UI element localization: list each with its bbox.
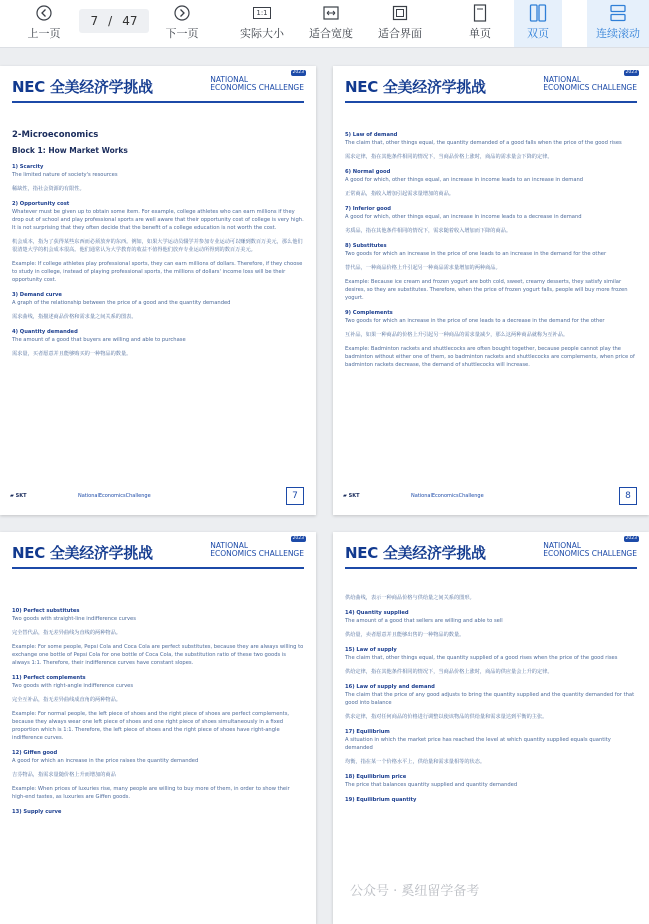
document-page-8 — [333, 66, 649, 515]
block-title: Block 1: How Market Works — [12, 146, 128, 155]
term-example: Example: For normal people, the left piece of shoes and the right piece of shoes are perfect complements, because they always wear one left piece of shoes and one right piece of shoes simultaneously in a fixed proportion which is 1:1. Therefore, the left piece of shoes and the right piece of shoes have right-angle indifference curves. — [12, 711, 290, 741]
header-rule — [345, 101, 637, 103]
double-page-icon — [528, 3, 548, 23]
term-title: 12) Giffen good — [12, 750, 58, 756]
continued-translation: 供给曲线，表示一种商品价格与供给量之间关系的图形。 — [345, 595, 475, 601]
header-rule — [12, 567, 304, 569]
continuous-scroll-button[interactable] — [587, 0, 649, 47]
term-definition: The price that balances quantity supplied and quantity demanded — [345, 782, 518, 788]
document-page-10 — [333, 532, 649, 924]
term-definition: Two goods with straight-line indifference curves — [12, 616, 136, 622]
term-definition: A situation in which the market price has reached the level at which quantity supplied equals quantity demanded — [345, 737, 611, 751]
page-header — [345, 70, 637, 104]
chevron-left-icon — [34, 3, 54, 23]
skt-text: SKT — [348, 493, 360, 499]
term-definition: The limited nature of society's resources — [12, 172, 118, 178]
document-page-7 — [0, 66, 316, 515]
section-title: 2-Microeconomics — [12, 130, 99, 140]
term-title: 1) Scarcity — [12, 164, 44, 170]
term-translation: 稀缺性，指社会资源的有限性。 — [12, 186, 85, 192]
continuous-scroll-label: 连续滚动 — [596, 27, 640, 40]
page-body — [345, 124, 637, 369]
national-line2: ECONOMICS CHALLENGE — [210, 549, 304, 558]
term-translation: 劣质品，指在其他条件相同的情况下，需求随着收入增加而下降的商品。 — [345, 228, 512, 234]
year-badge: 2023 — [625, 536, 637, 541]
term-translation: 需求曲线，指描述商品价格和需求量之间关系的图表。 — [12, 314, 137, 320]
fit-page-icon — [390, 3, 410, 23]
term-title: 13) Supply curve — [12, 809, 62, 815]
term-title: 19) Equilibrium quantity — [345, 797, 417, 803]
term-translation: 需求量，买者愿意并且能够购买的一种物品的数量。 — [12, 351, 132, 357]
term-title: 9) Complements — [345, 310, 393, 316]
term-definition: A good for which an increase in the price raises the quantity demanded — [12, 758, 199, 764]
skt-logo: ▰ SKT — [343, 493, 360, 499]
nec-logo: NEC 全美经济学挑战 — [12, 544, 153, 562]
header-rule — [12, 101, 304, 103]
term-title: 11) Perfect complements — [12, 675, 86, 681]
document-page-9 — [0, 532, 316, 924]
national-line1: NATIONAL — [210, 541, 249, 550]
term-definition: The amount of a good that sellers are willing and able to sell — [345, 618, 503, 624]
national-economics-challenge-mark — [543, 536, 637, 558]
term-translation: 供给量，卖者愿意并且能够出售的一种物品的数量。 — [345, 632, 465, 638]
page-indicator — [79, 9, 149, 33]
next-page-button[interactable] — [162, 0, 202, 47]
page-body — [12, 600, 304, 816]
term-example: Example: If college athletes play professional sports, they can earn millions of dollars. Therefore, if they choose to study in college, instead of playing professional sports, the millions of dollars' income loss will be their opportunity cost. — [12, 261, 303, 283]
page-footer — [8, 487, 304, 505]
skt-logo: ▰ SKT — [10, 493, 27, 499]
page-header — [345, 536, 637, 570]
prev-page-button[interactable] — [24, 0, 64, 47]
term-definition: The claim that, other things equal, the quantity demanded of a good falls when the price of the good rises — [345, 140, 622, 146]
term-definition: A good for which, other things equal, an increase in income leads to a decrease in demand — [345, 214, 582, 220]
fit-page-label: 适合界面 — [378, 27, 422, 40]
page-body — [12, 122, 304, 358]
term-title: 4) Quantity demanded — [12, 329, 78, 335]
term-translation: 机会成本，指为了获得某些东西而必须放弃的东西。例如，如果大学运动员辍学并参加专业运动可以赚到数百万美元，那么他们很清楚大学的机会成本很高。他们通常认为大学教育的收益不值得他们放弃专业运动所得到的数百万美元。 — [12, 239, 303, 253]
term-definition: Two goods with right-angle indifference curves — [12, 683, 134, 689]
term-definition: Whatever must be given up to obtain some item. For example, college athletes who can earn millions if they drop out of school and play professional sports are well aware that their opportunity cost of college is very high. It is not surprising that they often decide that the benefit of a college education is not worth the cost. — [12, 209, 304, 231]
prev-page-label: 上一页 — [27, 27, 61, 40]
term-translation: 替代品，一种商品价格上升引起另一种商品需求量增加的两种商品。 — [345, 265, 501, 271]
term-definition: The amount of a good that buyers are willing and able to purchase — [12, 337, 186, 343]
chevron-right-icon — [172, 3, 192, 23]
page-number: 7 — [286, 487, 304, 505]
term-translation: 互补品，如果一种商品的价格上升引起另一种商品的需求量减少，那么这两种商品就称为互补品。 — [345, 332, 569, 338]
nec-footer-logo: NationalEconomicsChallenge — [411, 493, 484, 499]
national-line1: NATIONAL — [543, 541, 582, 550]
year-badge: 2023 — [292, 70, 304, 75]
page-body — [345, 594, 637, 804]
national-line2: ECONOMICS CHALLENGE — [543, 83, 637, 92]
term-translation: 正常商品，指收入增加引起需求量增加的商品。 — [345, 191, 454, 197]
actual-size-glyph: 1:1 — [253, 7, 270, 19]
term-title: 6) Normal good — [345, 169, 391, 175]
term-definition: The claim that, other things equal, the quantity supplied of a good rises when the price of the good rises — [345, 655, 618, 661]
next-page-label: 下一页 — [165, 27, 199, 40]
year-badge: 2023 — [292, 536, 304, 541]
nec-logo: NEC 全美经济学挑战 — [345, 544, 486, 562]
term-definition: The claim that the price of any good adjusts to bring the quantity supplied and the quantity demanded for that good into balance — [345, 692, 635, 706]
continuous-scroll-icon — [608, 3, 628, 23]
wechat-watermark: 公众号 · 奚纽留学备考 — [350, 884, 480, 899]
term-example: Example: When prices of luxuries rise, many people are willing to buy more of them, in order to show their high-end tastes, as luxuries are Giffen goods. — [12, 786, 290, 800]
nec-logo: NEC 全美经济学挑战 — [12, 78, 153, 96]
term-translation: 完全互补品，指无差异曲线成直角的两种物品。 — [12, 697, 121, 703]
term-definition: Two goods for which an increase in the price of one leads to a decrease in the demand for the other — [345, 318, 605, 324]
term-translation: 均衡，指在某一个价格水平上，供给量和需求量相等的状态。 — [345, 759, 486, 765]
term-translation: 需求定律，指在其他条件相同的情况下，当商品价格上涨时，商品的需求量会下降的定律。 — [345, 154, 553, 160]
term-title: 17) Equilibrium — [345, 729, 390, 735]
fit-width-icon — [321, 3, 341, 23]
fit-page-button[interactable] — [373, 0, 427, 47]
term-translation: 供求定律，指对任何商品的价格进行调整以使该物品的供给量和需求量达到平衡的主张。 — [345, 714, 548, 720]
term-title: 10) Perfect substitutes — [12, 608, 80, 614]
term-title: 3) Demand curve — [12, 292, 62, 298]
term-example: Example: Badminton rackets and shuttlecocks are often bought together, because people cannot play the badminton without either one of them, so badminton rackets and shuttlecocks are complements, when price of badminton rackets decrease, the demand of shuttlecocks will increase. — [345, 346, 635, 368]
term-translation: 吉芬物品，指需求量随价格上升而增加的商品 — [12, 772, 116, 778]
national-line2: ECONOMICS CHALLENGE — [210, 83, 304, 92]
actual-size-button[interactable] — [235, 0, 289, 47]
term-example: Example: Because ice cream and frozen yogurt are both cold, sweet, creamy desserts, they satisfy similar desires, so they are substitutes. Therefore, when the price of frozen yogurt falls, people will buy more frozen yogurt. — [345, 279, 628, 301]
national-line2: ECONOMICS CHALLENGE — [543, 549, 637, 558]
single-page-icon — [470, 3, 490, 23]
term-title: 5) Law of demand — [345, 132, 398, 138]
national-economics-challenge-mark — [210, 70, 304, 92]
page-footer — [341, 487, 637, 505]
term-example: Example: For some people, Pepsi Cola and Coca Cola are perfect substitutes, because they are always willing to exchange one bottle of Pepsi Cola for one bottle of Coca Cola, the substitution ratio of these two goods is always 1:1. Therefore, their indifference curves have constant slopes. — [12, 644, 304, 666]
header-rule — [345, 567, 637, 569]
term-title: 7) Inferior good — [345, 206, 392, 212]
term-title: 8) Substitutes — [345, 243, 387, 249]
page-separator: / — [108, 14, 113, 28]
nec-footer-logo: NationalEconomicsChallenge — [78, 493, 151, 499]
term-title: 2) Opportunity cost — [12, 201, 70, 207]
term-definition: A good for which, other things equal, an increase in income leads to an increase in demand — [345, 177, 584, 183]
term-title: 16) Law of supply and demand — [345, 684, 435, 690]
fit-width-label: 适合宽度 — [309, 27, 353, 40]
single-page-button[interactable] — [460, 0, 500, 47]
viewer-toolbar — [0, 0, 649, 48]
page-header — [12, 536, 304, 570]
fit-width-button[interactable] — [304, 0, 358, 47]
term-title: 18) Equilibrium price — [345, 774, 407, 780]
term-definition: Two goods for which an increase in the price of one leads to an increase in the demand for the other — [345, 251, 607, 257]
term-definition: A graph of the relationship between the price of a good and the quantity demanded — [12, 300, 231, 306]
actual-size-label: 实际大小 — [240, 27, 284, 40]
page-header — [12, 70, 304, 104]
page-number: 8 — [619, 487, 637, 505]
current-page-input[interactable]: 7 — [90, 14, 99, 28]
double-page-label: 双页 — [527, 27, 549, 40]
skt-text: SKT — [15, 493, 27, 499]
national-economics-challenge-mark — [210, 536, 304, 558]
national-line1: NATIONAL — [210, 75, 249, 84]
nec-logo: NEC 全美经济学挑战 — [345, 78, 486, 96]
term-title: 14) Quantity supplied — [345, 610, 409, 616]
national-line1: NATIONAL — [543, 75, 582, 84]
double-page-button[interactable] — [514, 0, 562, 47]
single-page-label: 单页 — [469, 27, 491, 40]
total-pages: 47 — [122, 14, 138, 28]
term-title: 15) Law of supply — [345, 647, 397, 653]
term-translation: 完全替代品，指无差异曲线为直线的两种物品。 — [12, 630, 121, 636]
national-economics-challenge-mark — [543, 70, 637, 92]
actual-size-icon — [252, 3, 272, 23]
year-badge: 2023 — [625, 70, 637, 75]
term-translation: 供给定律，指在其他条件相同的情况下，当商品价格上涨时，商品的供应量会上升的定律。 — [345, 669, 553, 675]
